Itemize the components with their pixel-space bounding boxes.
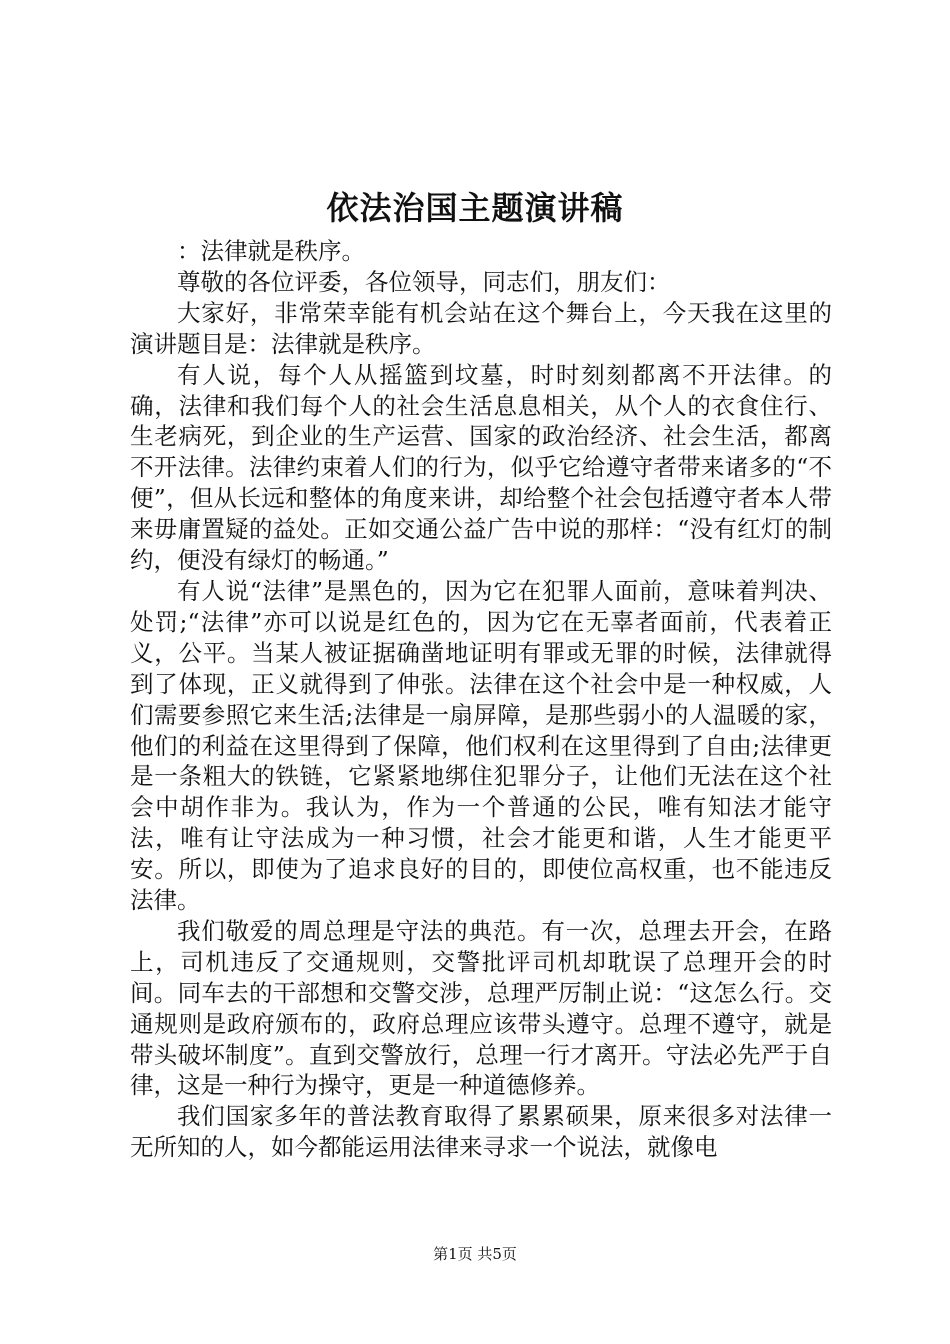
paragraph-premier-example: 我们敬爱的周总理是守法的典范。有一次，总理去开会，在路上，司机违反了交通规则，交警批评司机却耽误了总理开会的时间。同车去的干部想和交警交涉，总理严厉制止说：“这怎么行。交通规则是政府颁布的，政府总理应该带头遵守。总理不遵守，就是带头破坏制度”。直到交警放行，总理一行才离开。守法必先严于自律，这是一种行为操守，更是一种道德修养。 (130, 916, 832, 1100)
paragraph-legal-education: 我们国家多年的普法教育取得了累累硕果，原来很多对法律一无所知的人，如今都能运用法律来寻求一个说法，就像电 (130, 1102, 832, 1162)
paragraph-law-everywhere: 有人说，每个人从摇篮到坟墓，时时刻刻都离不开法律。的确，法律和我们每个人的社会生活息息相关，从个人的衣食住行、生老病死，到企业的生产运营、国家的政治经济、社会生活，都离不开法律。法律约束着人们的行为，似乎它给遵守者带来诸多的“不便”，但从长远和整体的角度来讲，却给整个社会包括遵守者本人带来毋庸置疑的益处。正如交通公益广告中说的那样：“没有红灯的制约，便没有绿灯的畅通。” (130, 360, 832, 575)
document-body (130, 236, 832, 1163)
paragraph-salutation: 尊敬的各位评委，各位领导，同志们，朋友们： (177, 267, 671, 296)
document-title: 依法治国主题演讲稿 (326, 189, 624, 227)
page-footer: 第1页 共5页 (433, 1245, 517, 1263)
paragraph-subtitle: ：法律就是秩序。 (177, 237, 365, 265)
paragraph-law-colors: 有人说“法律”是黑色的，因为它在犯罪人面前，意味着判决、处罚;“法律”亦可以说是红色的，因为它在无辜者面前，代表着正义，公平。当某人被证据确凿地证明有罪或无罪的时候，法律就得到了体现，正义就得到了伸张。法律在这个社会中是一种权威，人们需要参照它来生活;法律是一扇屏障，是那些弱小的人温暖的家，他们的利益在这里得到了保障，他们权利在这里得到了自由;法律更是一条粗大的铁链，它紧紧地绑住犯罪分子，让他们无法在这个社会中胡作非为。我认为，作为一个普通的公民，唯有知法才能守法，唯有让守法成为一种习惯，社会才能更和谐，人生才能更平安。所以，即使为了追求良好的目的，即使位高权重，也不能违反法律。 (130, 576, 832, 915)
paragraph-greeting: 大家好，非常荣幸能有机会站在这个舞台上，今天我在这里的演讲题目是：法律就是秩序。 (130, 298, 832, 358)
